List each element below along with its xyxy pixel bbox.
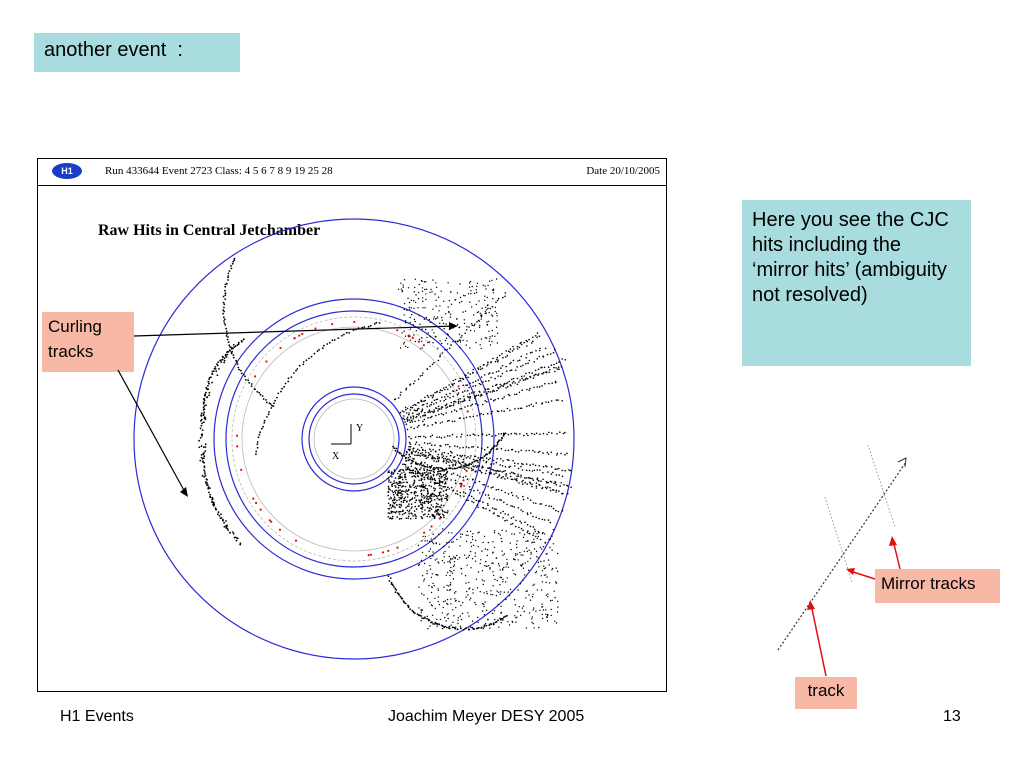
mirror-track-2: [868, 445, 895, 527]
track-label: track: [795, 677, 857, 709]
date-info: Date 20/10/2005: [586, 165, 660, 177]
red-arrowhead-track: [807, 600, 815, 610]
explanation-note: Here you see the CJC hits including the ‘mirror hits’ (ambiguity not resolved): [742, 200, 971, 366]
footer-center: Joachim Meyer DESY 2005: [388, 708, 585, 725]
y-axis-label: Y: [356, 423, 364, 434]
curling-arrowhead-1: [449, 322, 458, 330]
red-arrow-track: [811, 604, 826, 676]
plot-title: Raw Hits in Central Jetchamber: [98, 222, 321, 239]
track-line: [778, 462, 906, 650]
h1-logo: H1: [52, 163, 82, 179]
run-info: Run 433644 Event 2723 Class: 4 5 6 7 8 9 19 25 28: [105, 165, 333, 177]
red-arrowhead-mirror-2: [889, 536, 897, 546]
x-axis-label: X: [332, 451, 340, 462]
footer-left: H1 Events: [60, 708, 134, 725]
mirror-tracks-label: Mirror tracks: [875, 569, 1000, 603]
track-arrowhead: [898, 458, 906, 467]
curling-tracks-label: Curling tracks: [42, 312, 134, 372]
curling-arrowhead-2: [180, 487, 188, 497]
curling-arrow-1: [134, 326, 455, 336]
slide-title: another event :: [34, 33, 240, 72]
page-number: 13: [943, 708, 961, 725]
curling-arrow-2: [118, 370, 186, 494]
red-arrowhead-mirror-1: [846, 568, 855, 575]
